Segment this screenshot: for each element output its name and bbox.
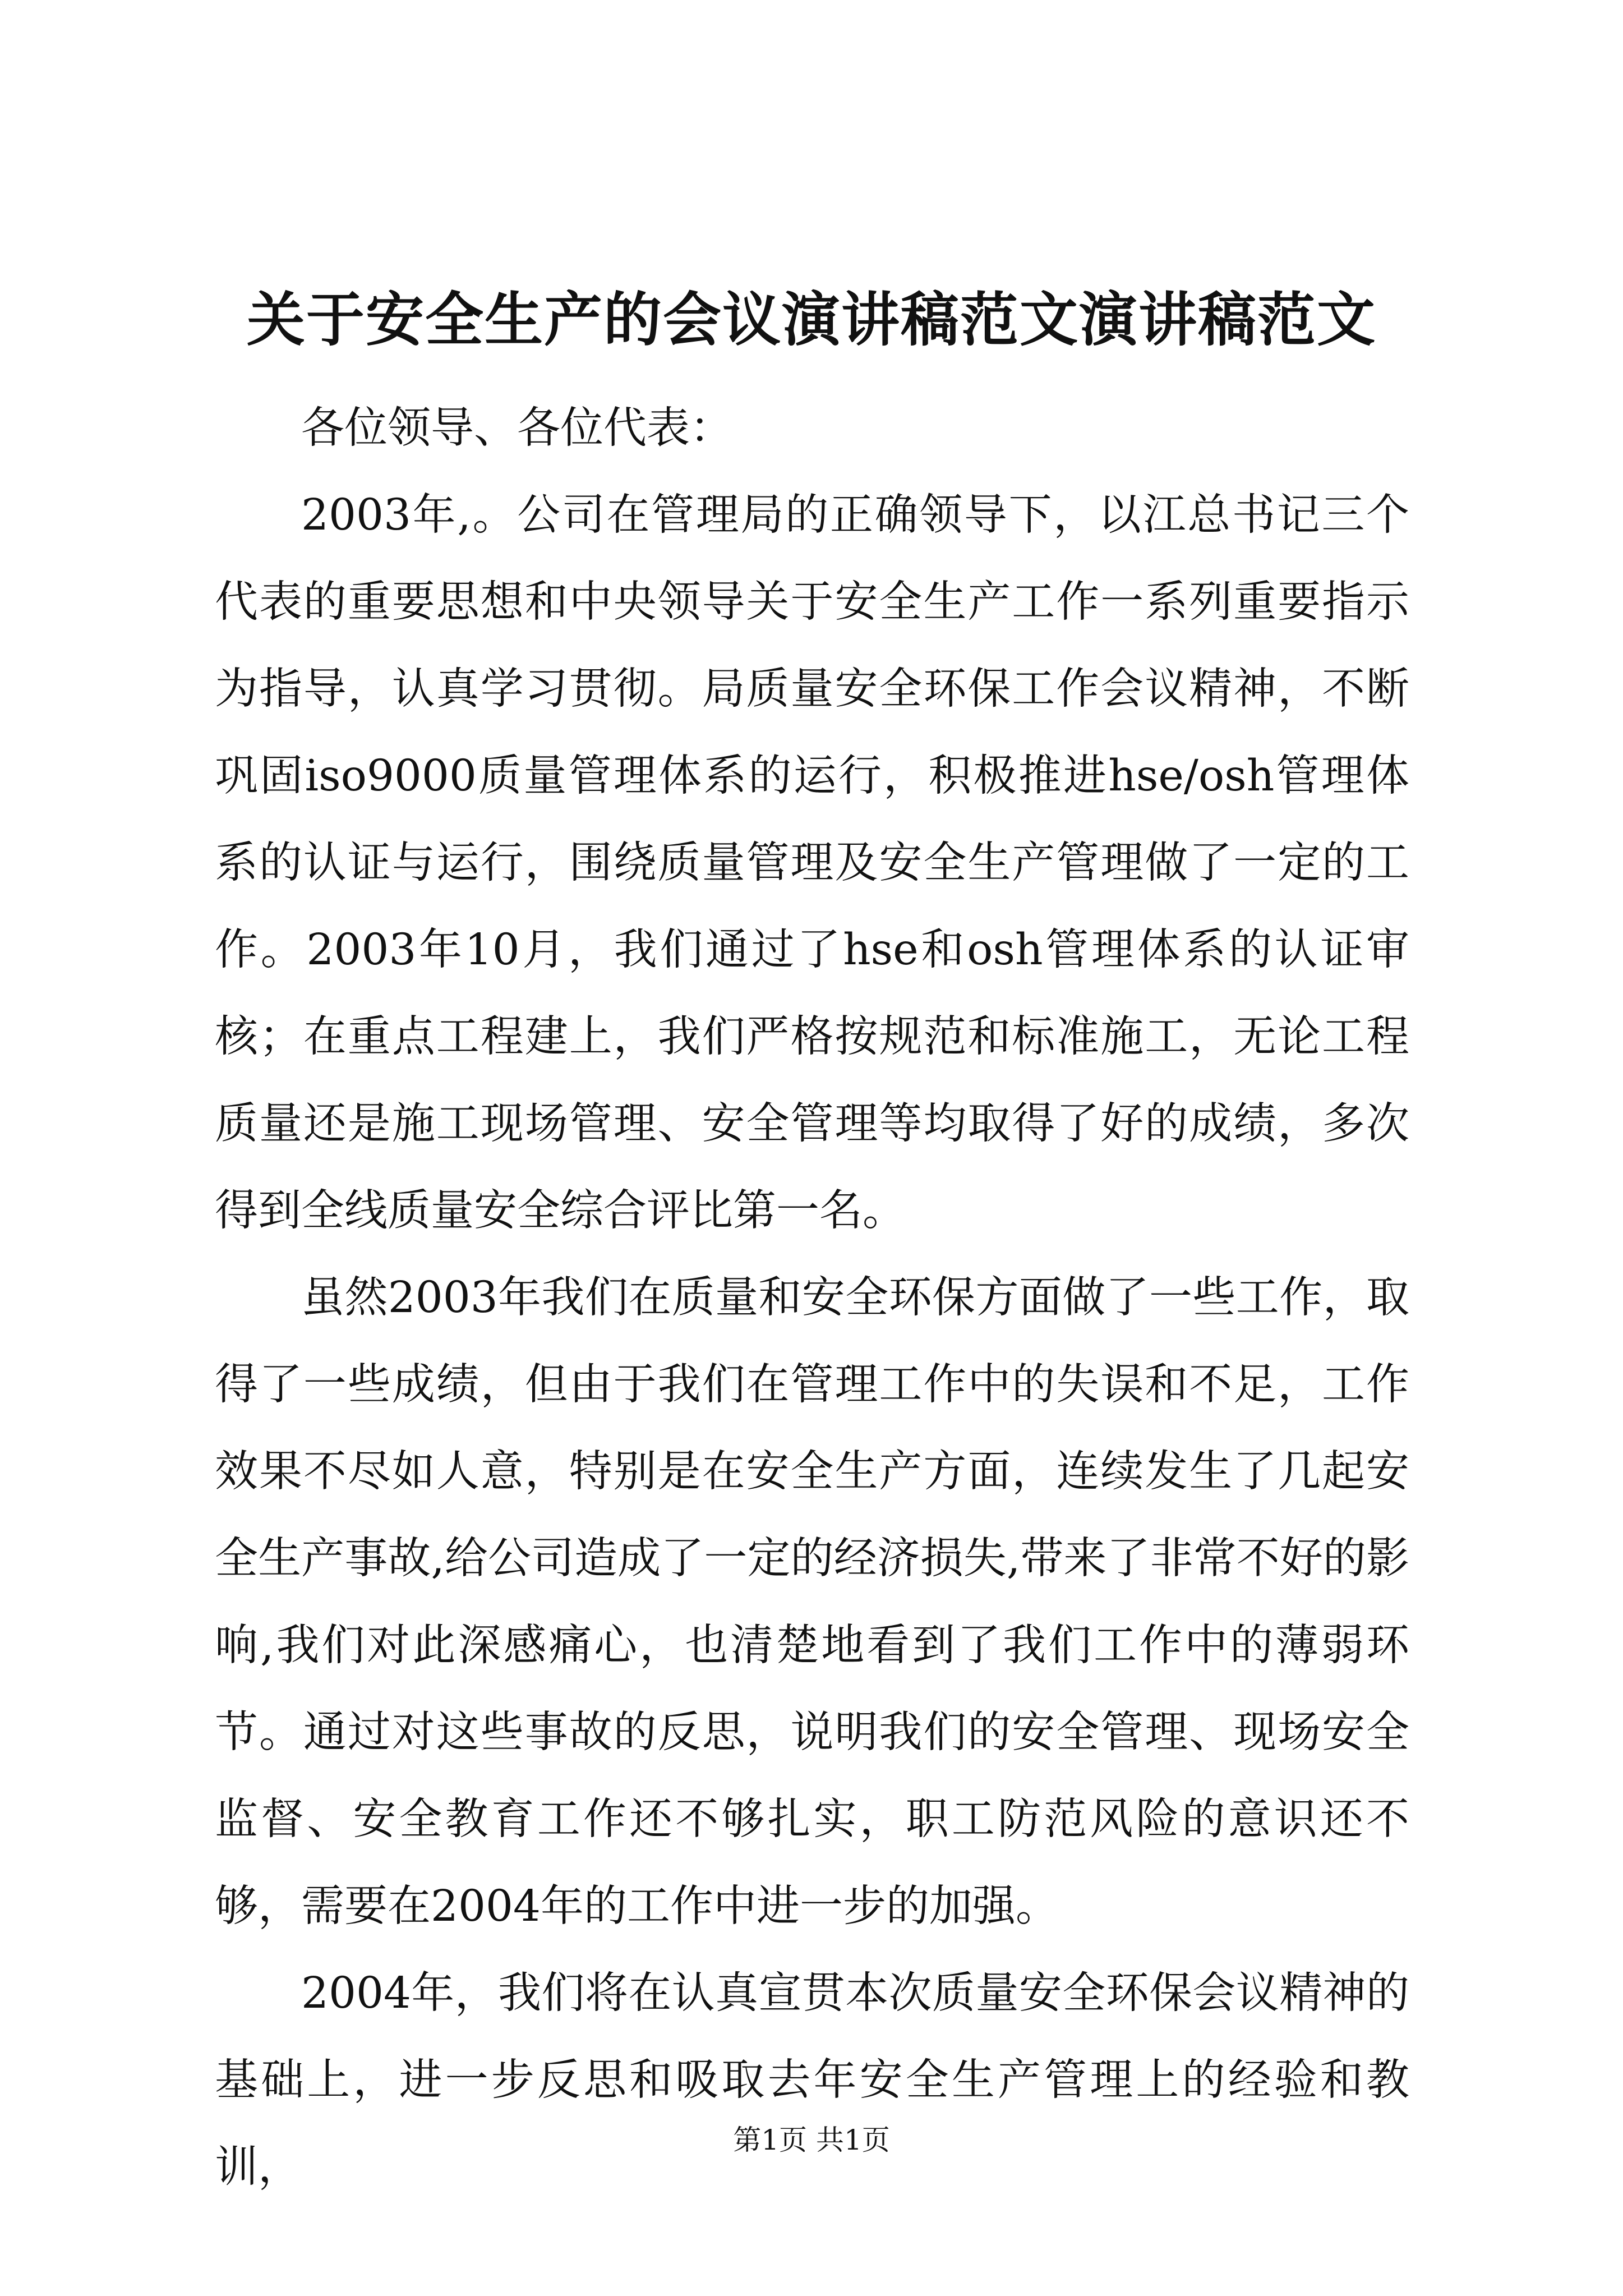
paragraph-3: 2004年，我们将在认真宣贯本次质量安全环保会议精神的基础上，进一步反思和吸取去年安全生产管理上的经验和教训， [215, 1968, 1409, 2192]
paragraph-2: 虽然2003年我们在质量和安全环保方面做了一些工作，取得了一些成绩，但由于我们在管理工作中的失误和不足，工作效果不尽如人意，特别是在安全生产方面，连续发生了几起安全生产事故,给公司造成了一定的经济损失,带来了非常不好的影响,我们对此深感痛心，也清楚地看到了我们工作中的薄弱环节。通过对这些事故的反思，说明我们的安全管理、现场安全监督、安全教育工作还不够扎实，职工防范风险的意识还不够，需要在2004年的工作中进一步的加强。 [215, 1273, 1409, 1931]
paragraph-1: 2003年,。公司在管理局的正确领导下，以江总书记三个代表的重要思想和中央领导关于安全生产工作一系列重要指示为指导，认真学习贯彻。局质量安全环保工作会议精神，不断巩固iso9000质量管理体系的运行，积极推进hse/osh管理体系的认证与运行，围绕质量管理及安全生产管理做了一定的工作。2003年10月，我们通过了hse和osh管理体系的认证审核；在重点工程建上，我们严格按规范和标准施工，无论工程质量还是施工现场管理、安全管理等均取得了好的成绩，多次得到全线质量安全综合评比第一名。 [215, 490, 1409, 1236]
greeting: 各位领导、各位代表： [301, 403, 733, 453]
document-title: 关于安全生产的会议演讲稿范文演讲稿范文 [246, 285, 1376, 354]
document-body [215, 385, 1409, 2211]
page-footer: 第1页 共1页 [733, 2124, 890, 2156]
